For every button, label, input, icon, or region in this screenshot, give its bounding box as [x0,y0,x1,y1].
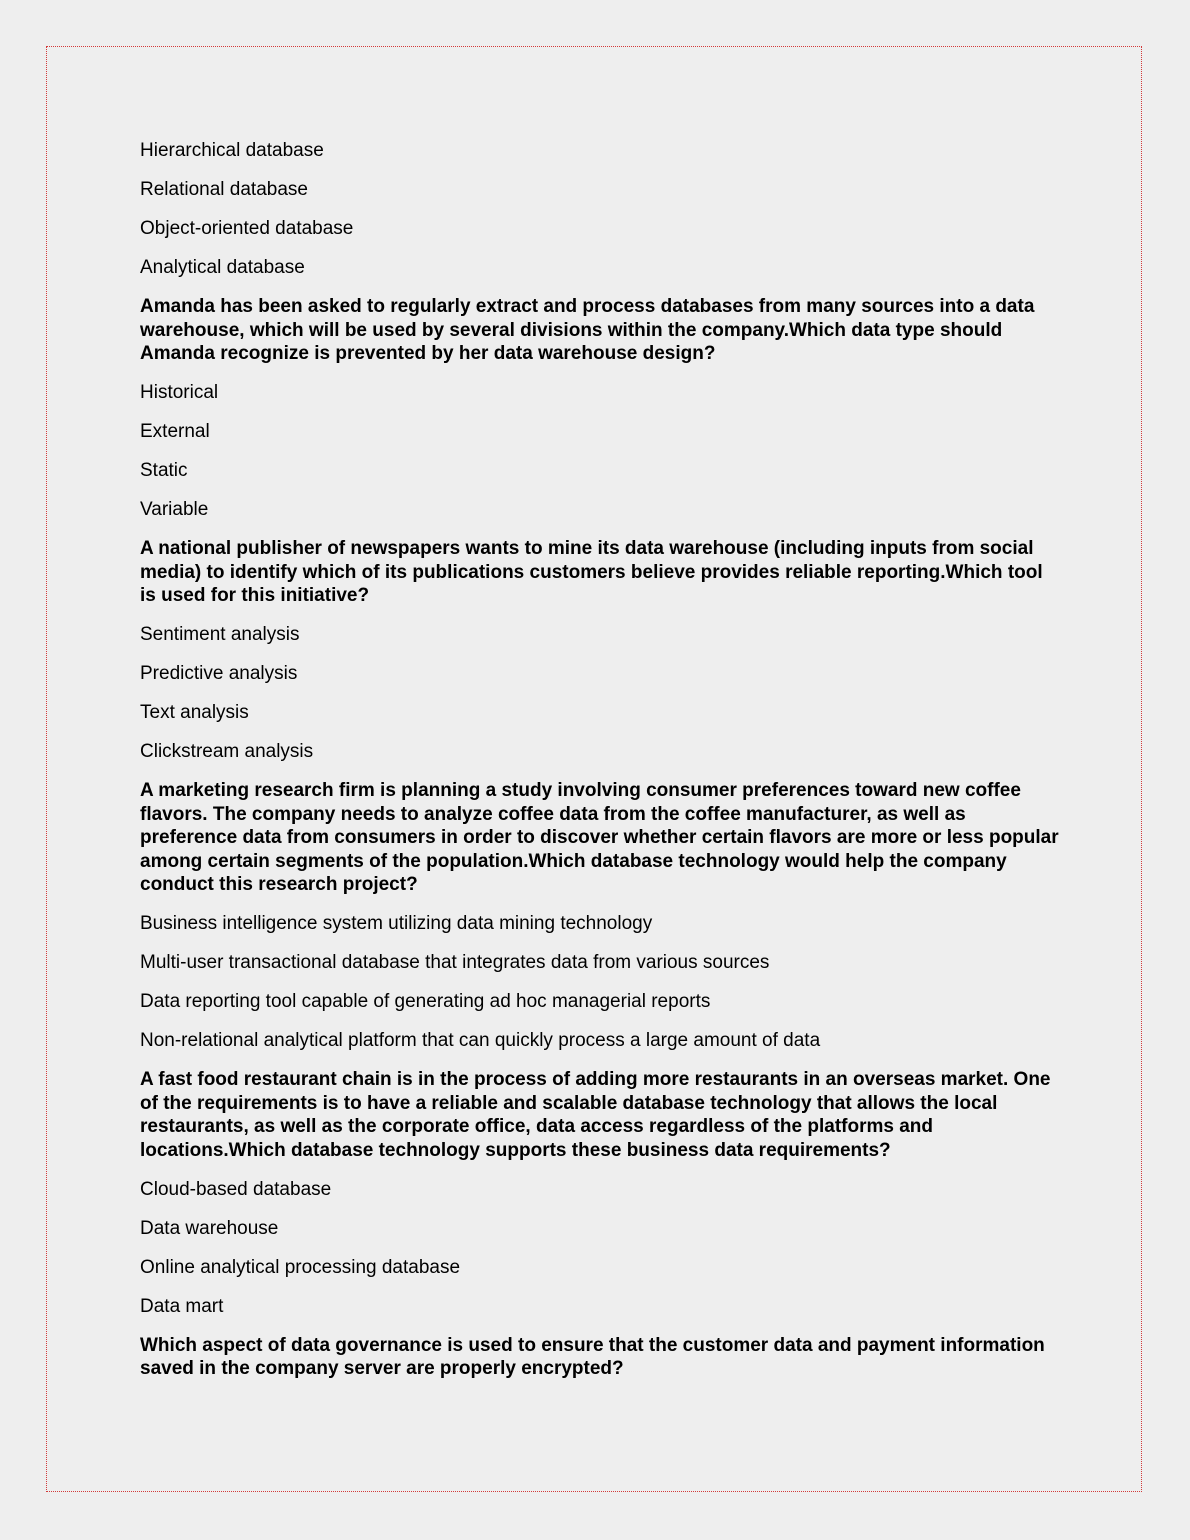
answer-option: Business intelligence system utilizing data mining technology [140,913,653,934]
question-text: Amanda has been asked to regularly extract and process databases from many sources into a data warehouse, which will be used by several divisions within the company.Which data type should Amanda recognize is prevented by her data warehouse design? [140,296,1035,364]
answer-option: Variable [140,499,209,520]
answer-option: External [140,421,210,442]
answer-option: Non-relational analytical platform that can quickly process a large amount of data [140,1030,821,1051]
question-text: A fast food restaurant chain is in the process of adding more restaurants in an overseas market. One of the requirements is to have a reliable and scalable database technology that allows the local restaurants, as well as the corporate office, data access regardless of the platforms and locations.Which database technology supports these business data requirements? [140,1069,1051,1161]
answer-option: Analytical database [140,257,305,278]
question-text: A marketing research firm is planning a study involving consumer preferences toward new coffee flavors. The company needs to analyze coffee data from the coffee manufacturer, as well as preference data from consumers in order to discover whether certain flavors are more or less popular among certain segments of the population.Which database technology would help the company conduct this research project? [140,780,1059,895]
document-body [140,139,1060,1396]
answer-option: Online analytical processing database [140,1256,461,1278]
answer-option: Hierarchical database [140,140,324,161]
answer-option: Predictive analysis [140,663,298,684]
answer-option: Clickstream analysis [140,741,314,762]
answer-option: Relational database [140,179,308,200]
answer-option: Cloud-based database [140,1178,332,1200]
answer-option: Data warehouse [140,1217,279,1239]
answer-option: Sentiment analysis [140,624,300,645]
answer-option: Historical [140,382,219,403]
answer-option: Static [140,460,188,481]
answer-option: Text analysis [140,702,249,723]
answer-option: Multi-user transactional database that integrates data from various sources [140,952,770,973]
answer-option: Data mart [140,1295,224,1317]
question-text: Which aspect of data governance is used to ensure that the customer data and payment information saved in the company server are properly encrypted? [140,1334,1045,1379]
answer-option: Object-oriented database [140,218,354,239]
question-text: A national publisher of newspapers wants to mine its data warehouse (including inputs from social media) to identify which of its publications customers believe provides reliable reporting.Which tool is used for this initiative? [140,538,1043,606]
answer-option: Data reporting tool capable of generating ad hoc managerial reports [140,991,711,1012]
